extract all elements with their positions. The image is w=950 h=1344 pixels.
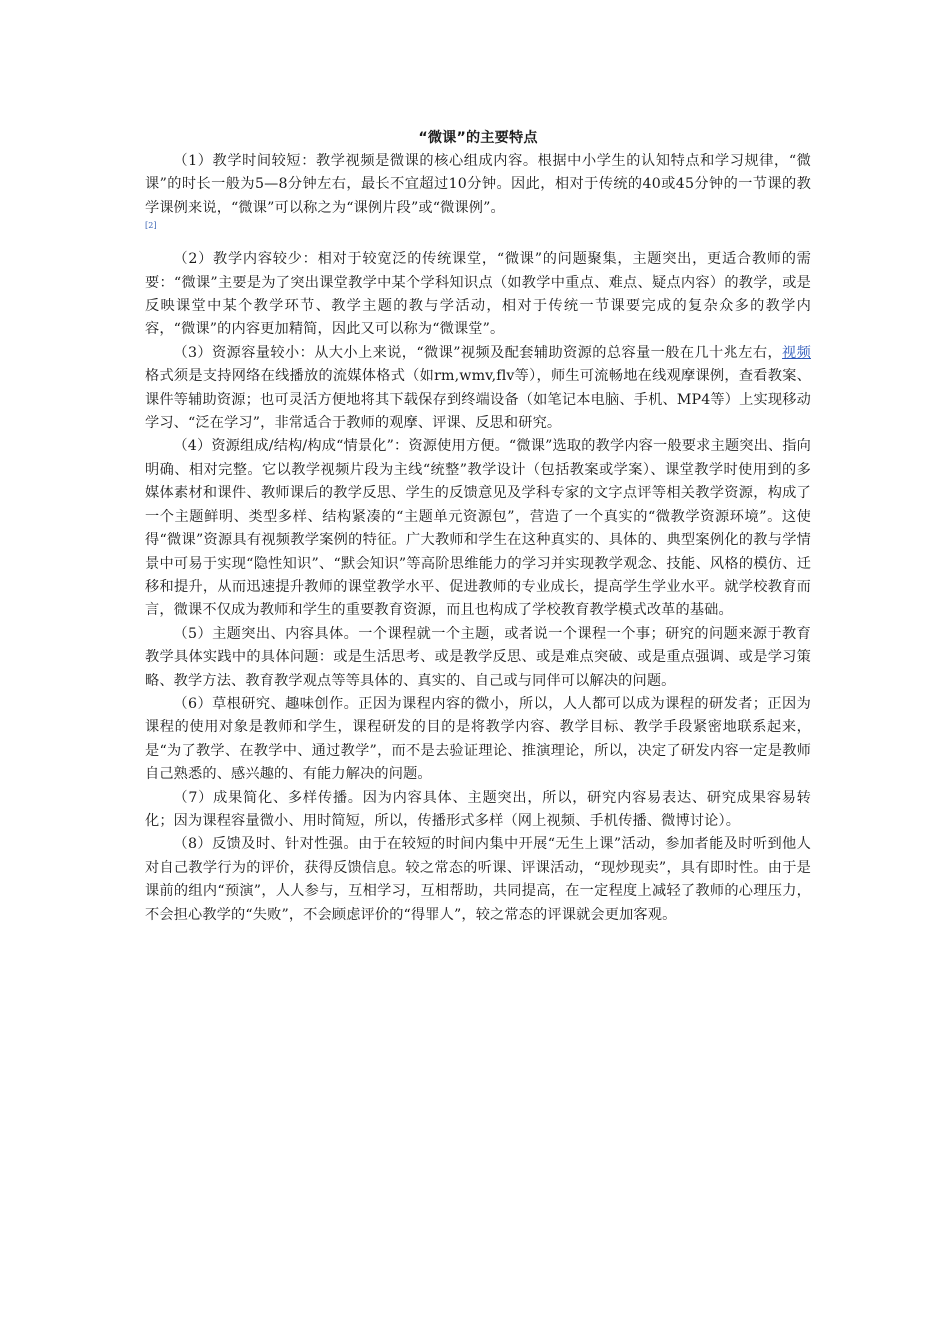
paragraph-1: （1）教学时间较短：教学视频是微课的核心组成内容。根据中小学生的认知特点和学习规律，“微课”的时长一般为5—8分钟左右，最长不宜超过10分钟。因此，相对于传统的40或45分钟的一节课的教学课例来说，“微课”可以称之为“课例片段”或“微课例”。: [145, 153, 811, 216]
paragraph-5: （5）主题突出、内容具体。一个课程就一个主题，或者说一个课程一个事；研究的问题来源于教育教学具体实践中的具体问题：或是生活思考、或是教学反思、或是难点突破、或是重点强调、或是学习策略、教学方法、教育教学观点等等具体的、真实的、自己或与同伴可以解决的问题。: [145, 625, 811, 689]
paragraph-2: （2）教学内容较少：相对于较宽泛的传统课堂，“微课”的问题聚集，主题突出，更适合教师的需要：“微课”主要是为了突出课堂教学中某个学科知识点（如教学中重点、难点、疑点内容）的教学，或是反映课堂中某个教学环节、教学主题的教与学活动，相对于传统一节课要完成的复杂众多的教学内容，“微课”的内容更加精简，因此又可以称为“微课堂”。: [145, 251, 811, 338]
document-body: [145, 128, 811, 927]
video-link[interactable]: 视频: [782, 344, 811, 361]
paragraph-3: [145, 342, 811, 436]
paragraph-4: （4）资源组成/结构/构成“情景化”：资源使用方便。“微课”选取的教学内容一般要求主题突出、指向明确、相对完整。它以教学视频片段为主线“统整”教学设计（包括教案或学案）、课堂教学时使用到的多媒体素材和课件、教师课后的教学反思、学生的反馈意见及学科专家的文字点评等相关教学资源，构成了一个主题鲜明、类型多样、结构紧凑的“主题单元资源包”，营造了一个真实的“微教学资源环境”。这使得“微课”资源具有视频教学案例的特征。广大教师和学生在这种真实的、具体的、典型案例化的教与学情景中可易于实现“隐性知识”、“默会知识”等高阶思维能力的学习并实现教学观念、技能、风格的模仿、迁移和提升，从而迅速提升教师的课堂教学水平、促进教师的专业成长，提高学生学业水平。就学校教育而言，微课不仅成为教师和学生的重要教育资源，而且也构成了学校教育教学模式改革的基础。: [145, 438, 811, 619]
paragraph-3-text-start: （3）资源容量较小：从大小上来说，“微课”视频及配套辅助资源的总容量一般在几十兆左右，: [173, 344, 783, 361]
paragraph-8: （8）反馈及时、针对性强。由于在较短的时间内集中开展“无生上课”活动，参加者能及时听到他人对自己教学行为的评价，获得反馈信息。较之常态的听课、评课活动，“现炒现卖”，具有即时性。由于是课前的组内“预演”，人人参与，互相学习，互相帮助，共同提高，在一定程度上减轻了教师的心理压力，不会担心教学的“失败”，不会顾虑评价的“得罪人”，较之常态的评课就会更加客观。: [145, 836, 811, 923]
paragraph-6: （6）草根研究、趣味创作。正因为课程内容的微小，所以，人人都可以成为课程的研发者；正因为课程的使用对象是教师和学生，课程研发的目的是将教学内容、教学目标、教学手段紧密地联系起来，是“为了教学、在教学中、通过教学”，而不是去验证理论、推演理论，所以，决定了研发内容一定是教师自己熟悉的、感兴趣的、有能力解决的问题。: [145, 695, 811, 783]
document-title: “微课”的主要特点: [418, 130, 538, 146]
paragraph-3-text-end: 格式须是支持网络在线播放的流媒体格式（如rm,wmv,flv等），师生可流畅地在线观摩课例，查看教案、课件等辅助资源；也可灵活方便地将其下载保存到终端设备（如笔记本电脑、手机、MP4等）上实现移动学习、“泛在学习”，非常适合于教师的观摩、评课、反思和研究。: [145, 368, 811, 432]
footnote-reference-link[interactable]: [2]: [145, 221, 157, 231]
paragraph-7: （7）成果简化、多样传播。因为内容具体、主题突出，所以，研究内容易表达、研究成果容易转化；因为课程容量微小、用时简短，所以，传播形式多样（网上视频、手机传播、微博讨论）。: [145, 789, 811, 829]
